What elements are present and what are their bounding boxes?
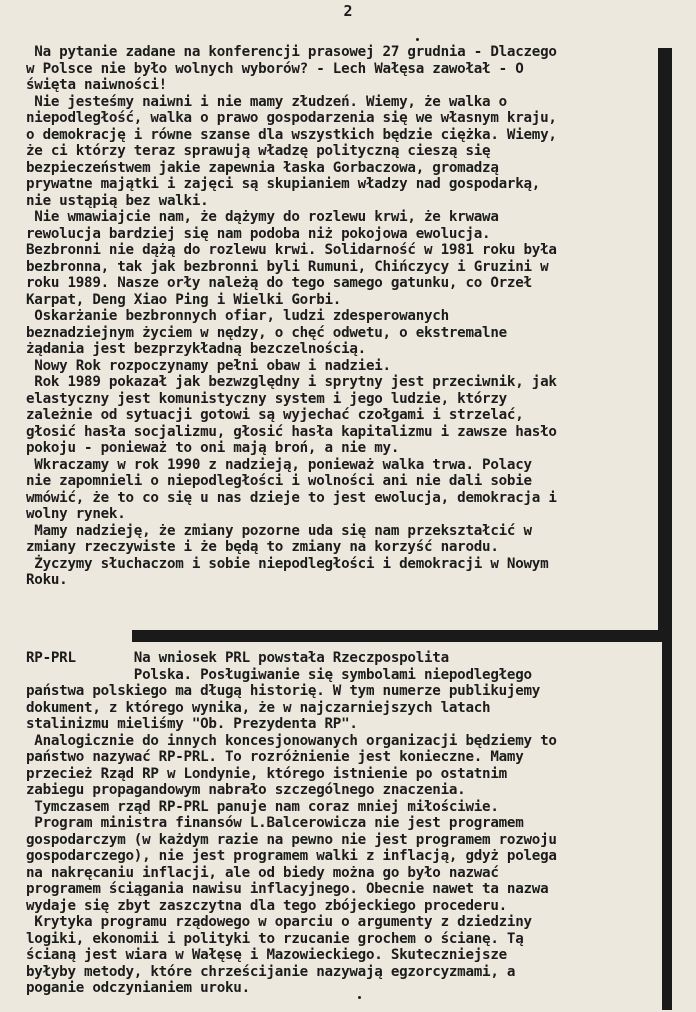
margin-bar-top: [658, 48, 672, 634]
paragraph: Oskarżanie bezbronnych ofiar, ludzi zdesperowanych beznadziejnym życiem w nędzy, o chęć odwetu, o ekstremalne żądania jest bezprzykładną bezczelnością.: [26, 308, 507, 357]
paragraph: Na pytanie zadane na konferencji prasowej 27 grudnia - Dlaczego w Polsce nie było wolnych wyborów? - Lech Wałęsa zawołał - O święta naiwności!: [26, 44, 557, 93]
paragraph: Nowy Rok rozpoczynamy pełni obaw i nadziei.: [26, 357, 391, 374]
paragraph: Krytyka programu rządowego w oparciu o argumenty z dziedziny logiki, ekonomii i polityki to rzucanie grochem o ścianę. Tą ścianą jest wiara w Wałęsę i Mazowieckiego. Skuteczniejsze byłyby metody, które chrześcijanie nazywają egzorcyzmami, a poganie odczynianiem uroku.: [26, 914, 532, 996]
paragraph: [26, 650, 652, 733]
paragraph: Nie jesteśmy naiwni i nie mamy złudzeń. Wiemy, że walka o niepodległość, walka o prawo gospodarzenia się we własnym kraju, o demokrację i równe szanse dla wszystkich będzie ciężka. Wiemy, że ci którzy teraz sprawują władzę polityczną cieszą się bezpieczeństwem jakie zapewnia łaska Gorbaczowa, gromadzą prywatne majątki i zajęci są skupianiem władzy nad gospodarką, nie ustąpią bez walki.: [26, 93, 557, 209]
page-number: 2: [343, 2, 353, 20]
section-divider: [132, 630, 672, 642]
article-rp-prl: [26, 650, 652, 997]
margin-bar-bottom: [662, 630, 672, 1010]
paragraph: Życzymy słuchaczom i sobie niepodległości i demokracji w Nowym Roku.: [26, 555, 549, 588]
section-tag: RP-PRL: [26, 650, 134, 666]
article-new-year: [26, 44, 652, 589]
paragraph: Rok 1989 pokazał jak bezwzględny i sprytny jest przeciwnik, jak elastyczny jest komunistyczny system i jego ludzie, którzy zależnie od sytuacji gotowi są wyjechać czołgami i strzelać, głosić hasła socjalizmu, głosić hasła kapitalizmu i zawsze hasło pokoju - ponieważ to oni mają broń, a nie my.: [26, 374, 557, 456]
ink-speck: [358, 996, 361, 999]
ink-speck: [416, 38, 419, 41]
paragraph: Analogicznie do innych koncesjonowanych organizacji będziemy to państwo nazywać RP-PRL. To rozróżnienie jest konieczne. Mamy przecież Rząd RP w Londynie, którego istnienie po ostatnim zabiegu propagandowym nabrało szczególnego znaczenia.: [26, 732, 557, 798]
paragraph: Program ministra finansów L.Balcerowicza nie jest programem gospodarczym (w każdym razie na pewno nie jest programem rozwoju gospodarczego), nie jest programem walki z inflacją, gdyż polega na nakręcaniu inflacji, ale od biedy można go było nazwać programem ściągania nawisu inflacyjnego. Obecnie nawet ta nazwa wydaje się zbyt zaszczytna dla tego zbójeckiego procederu.: [26, 815, 557, 914]
paragraph: Tymczasem rząd RP-PRL panuje nam coraz mniej miłościwie.: [26, 798, 499, 815]
paragraph: Wkraczamy w rok 1990 z nadzieją, ponieważ walka trwa. Polacy nie zapomnieli o niepodległości i wolności ani nie dali sobie wmówić, że to co się u nas dzieje to jest ewolucja, demokracja i wolny rynek.: [26, 456, 557, 522]
paragraph: Mamy nadzieję, że zmiany pozorne uda się nam przekształcić w zmiany rzeczywiste i że będą to zmiany na korzyść narodu.: [26, 522, 532, 555]
paragraph: Nie wmawiajcie nam, że dążymy do rozlewu krwi, że krwawa rewolucja bardziej się nam podoba niż pokojowa ewolucja. Bezbronni nie dążą do rozlewu krwi. Solidarność w 1981 roku była bezbronna, tak jak bezbronni byli Rumuni, Chińczycy i Gruzini w roku 1989. Nasze orły należą do tego samego gatunku, co Orzeł Karpat, Deng Xiao Ping i Wielki Gorbi.: [26, 209, 557, 308]
paragraph-text: Na wniosek PRL powstała Rzeczpospolita Polska. Posługiwanie się symbolami niepodległego państwa polskiego ma długą historię. W tym numerze publikujemy dokument, z którego wynika, że w najczarniejszych latach stalinizmu mieliśmy "Ob. Prezydenta RP".: [26, 650, 541, 732]
